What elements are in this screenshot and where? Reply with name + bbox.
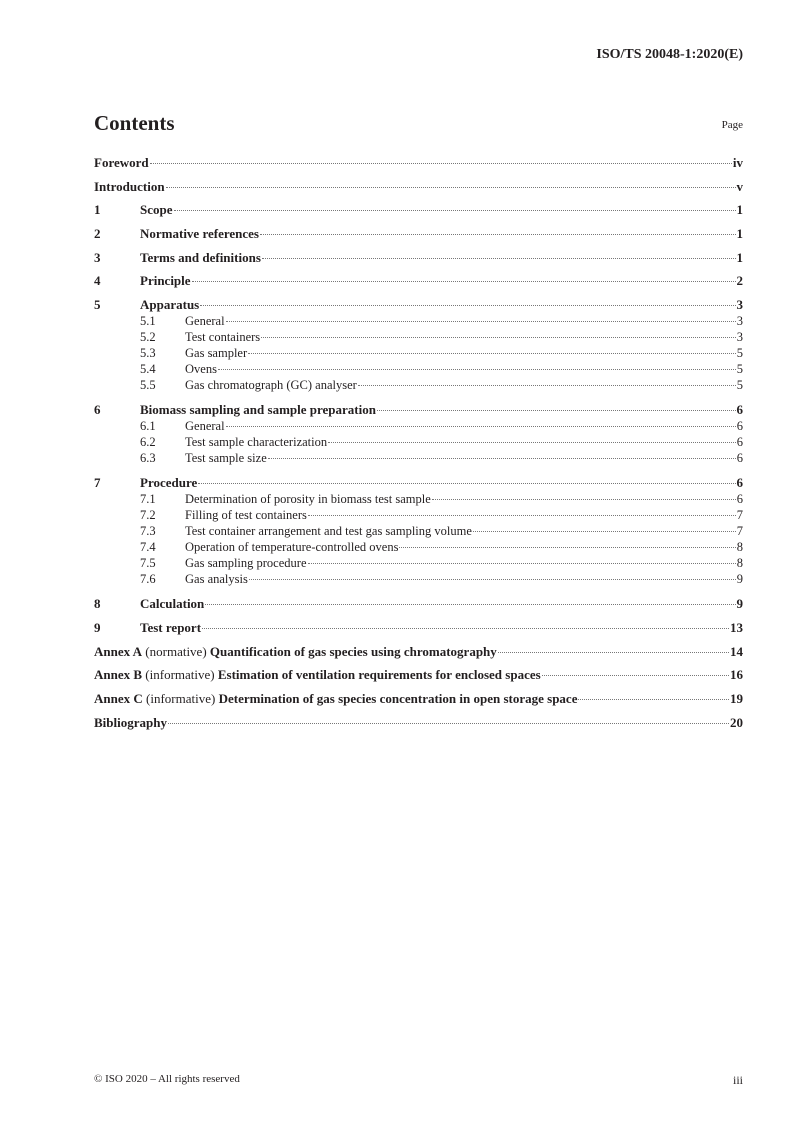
dot-leader [200,305,735,306]
toc-entry-number: 7.5 [140,556,156,571]
toc-entry-title: Test sample characterization [185,435,328,450]
toc-entry-number: 6.3 [140,451,156,466]
toc-entry-title: Procedure [140,475,198,491]
dot-leader [150,163,732,164]
toc-entry-page: iv [732,155,743,170]
toc-entry-number: 7.4 [140,540,156,555]
toc-entry[interactable] [94,523,743,539]
toc-entry-title: Test containers [185,330,261,345]
toc-entry-title: Operation of temperature-controlled ovens [185,540,399,555]
toc-entry[interactable] [94,475,743,491]
toc-entry[interactable] [94,596,743,612]
toc-entry-page: 20 [730,714,743,730]
toc-entry-page: 8 [736,540,743,555]
toc-entry-page: 9 [736,572,743,587]
dot-leader [473,531,736,532]
toc-entry-page: 6 [736,419,743,434]
toc-entry-title: Biomass sampling and sample preparation [140,402,376,418]
toc-entry-number: 7.3 [140,524,156,539]
toc-entry-number: 6.2 [140,435,156,450]
toc-entry-title: General [185,314,225,329]
toc-entry-number: 4 [94,273,101,289]
dot-leader [174,210,736,211]
toc-entry-title: Apparatus [140,297,200,313]
annex-kind: (informative) [145,667,215,683]
toc-entry[interactable] [94,715,743,731]
toc-entry-page: 13 [730,619,743,635]
toc-entry-title: Filling of test containers [185,508,307,523]
toc-entry[interactable] [94,507,743,523]
annex-label: Annex C [94,690,143,706]
toc-entry-title: Test container arrangement and test gas sampling volume [185,524,472,539]
dot-leader [358,385,736,386]
toc-entry-title: Test report [140,619,202,635]
toc-entry-number: 5.4 [140,362,156,377]
dot-leader [432,499,736,500]
toc-entry[interactable] [94,434,743,450]
toc-entry-title: Gas chromatograph (GC) analyser [185,378,357,393]
page-column-label: Page [721,119,743,131]
dot-leader [226,321,736,322]
toc-entry[interactable] [94,691,743,707]
dot-leader [218,369,736,370]
annex-label: Annex B [94,667,143,683]
toc-entry-number: 7.6 [140,572,156,587]
dot-leader [498,652,729,653]
copyright-footer: © ISO 2020 – All rights reserved [94,1073,240,1085]
toc-entry[interactable] [94,418,743,434]
toc-entry-title: Determination of gas species concentration in open storage space [218,690,578,706]
toc-entry-number: 9 [94,619,101,635]
dot-leader [261,337,736,338]
toc-entry-title: Normative references [140,226,259,242]
toc-entry[interactable] [94,539,743,555]
toc-entry-page: 6 [736,402,743,418]
dot-leader [377,410,736,411]
toc-entry-number: 6.1 [140,419,156,434]
dot-leader [192,281,736,282]
toc-entry-page: 1 [736,249,743,265]
table-of-contents [94,155,743,731]
toc-entry-page: 5 [736,346,743,361]
toc-entry-page: 2 [736,273,743,289]
toc-entry-page: 7 [736,524,743,539]
dot-leader [202,628,729,629]
toc-entry-page: 7 [736,508,743,523]
dot-leader [260,234,736,235]
annex-label: Annex A [94,643,143,659]
toc-entry-title: Gas analysis [185,572,248,587]
toc-entry-page: 1 [736,202,743,218]
dot-leader [399,547,735,548]
footer-page-number: iii [732,1073,743,1087]
dot-leader [248,353,736,354]
toc-entry-number: 8 [94,596,101,612]
toc-entry[interactable] [94,667,743,683]
toc-entry-title: Scope [140,202,173,218]
toc-entry[interactable] [94,202,743,218]
toc-entry[interactable] [94,155,743,171]
toc-entry-page: 14 [730,643,743,659]
toc-entry[interactable] [94,250,743,266]
toc-entry-title: Calculation [140,596,205,612]
toc-entry[interactable] [94,297,743,313]
toc-entry-title: Test sample size [185,451,267,466]
toc-entry-number: 7.2 [140,508,156,523]
toc-entry[interactable] [94,450,743,466]
dot-leader [328,442,736,443]
toc-entry[interactable] [94,491,743,507]
toc-entry-number: 5.1 [140,314,156,329]
toc-entry[interactable] [94,226,743,242]
toc-entry-title: Gas sampling procedure [185,556,307,571]
toc-entry[interactable] [94,345,743,361]
dot-leader [262,258,736,259]
toc-entry-title: Principle [140,273,191,289]
toc-entry-page: 16 [730,667,743,683]
toc-entry-title: Bibliography [94,714,167,730]
dot-leader [542,675,729,676]
toc-entry[interactable] [94,402,743,418]
dot-leader [166,187,736,188]
toc-entry[interactable] [94,273,743,289]
toc-entry[interactable] [94,329,743,345]
document-id-header: ISO/TS 20048-1:2020(E) [596,47,743,62]
toc-entry-page: 9 [736,596,743,612]
toc-entry[interactable] [94,361,743,377]
toc-entry[interactable] [94,313,743,329]
dot-leader [308,563,736,564]
toc-entry-page: 19 [730,690,743,706]
toc-entry-page: 1 [736,226,743,242]
toc-entry-title: Estimation of ventilation requirements for enclosed spaces [217,667,541,683]
toc-entry-page: 3 [736,314,743,329]
toc-entry-title: Terms and definitions [140,249,261,265]
toc-entry-title: Foreword [94,155,149,170]
dot-leader [168,723,729,724]
toc-entry-page: 8 [736,556,743,571]
toc-entry-number: 1 [94,202,101,218]
toc-entry-page: 6 [736,492,743,507]
toc-entry-number: 7 [94,475,101,491]
toc-entry-title: Gas sampler [185,346,248,361]
toc-entry-title: Ovens [185,362,217,377]
toc-entry-number: 5.2 [140,330,156,345]
toc-entry-page: 5 [736,378,743,393]
contents-title: Contents [94,111,175,135]
dot-leader [268,458,736,459]
dot-leader [308,515,736,516]
toc-entry-page: 6 [736,435,743,450]
toc-entry-number: 6 [94,402,101,418]
toc-entry-number: 7.1 [140,492,156,507]
toc-entry-title: Determination of porosity in biomass test sample [185,492,431,507]
annex-kind: (informative) [146,690,216,706]
toc-entry-page: v [736,178,743,194]
toc-entry-title: General [185,419,225,434]
toc-entry[interactable] [94,620,743,636]
dot-leader [249,579,736,580]
toc-entry-number: 2 [94,226,101,242]
toc-entry-page: 6 [736,451,743,466]
annex-kind: (normative) [145,643,207,659]
toc-entry[interactable] [94,571,743,587]
dot-leader [198,483,735,484]
toc-entry-page: 3 [736,330,743,345]
toc-entry-page: 5 [736,362,743,377]
toc-entry[interactable] [94,644,743,660]
toc-entry[interactable] [94,377,743,393]
toc-entry-number: 5.3 [140,346,156,361]
toc-entry-number: 3 [94,249,101,265]
toc-entry-page: 3 [736,297,743,313]
toc-entry[interactable] [94,555,743,571]
toc-entry-page: 6 [736,475,743,491]
dot-leader [578,699,729,700]
toc-entry-number: 5 [94,297,101,313]
dot-leader [226,426,736,427]
toc-entry-title: Quantification of gas species using chromatography [209,643,497,659]
dot-leader [205,604,735,605]
toc-entry-title: Introduction [94,178,165,194]
toc-entry[interactable] [94,179,743,195]
toc-entry-number: 5.5 [140,378,156,393]
